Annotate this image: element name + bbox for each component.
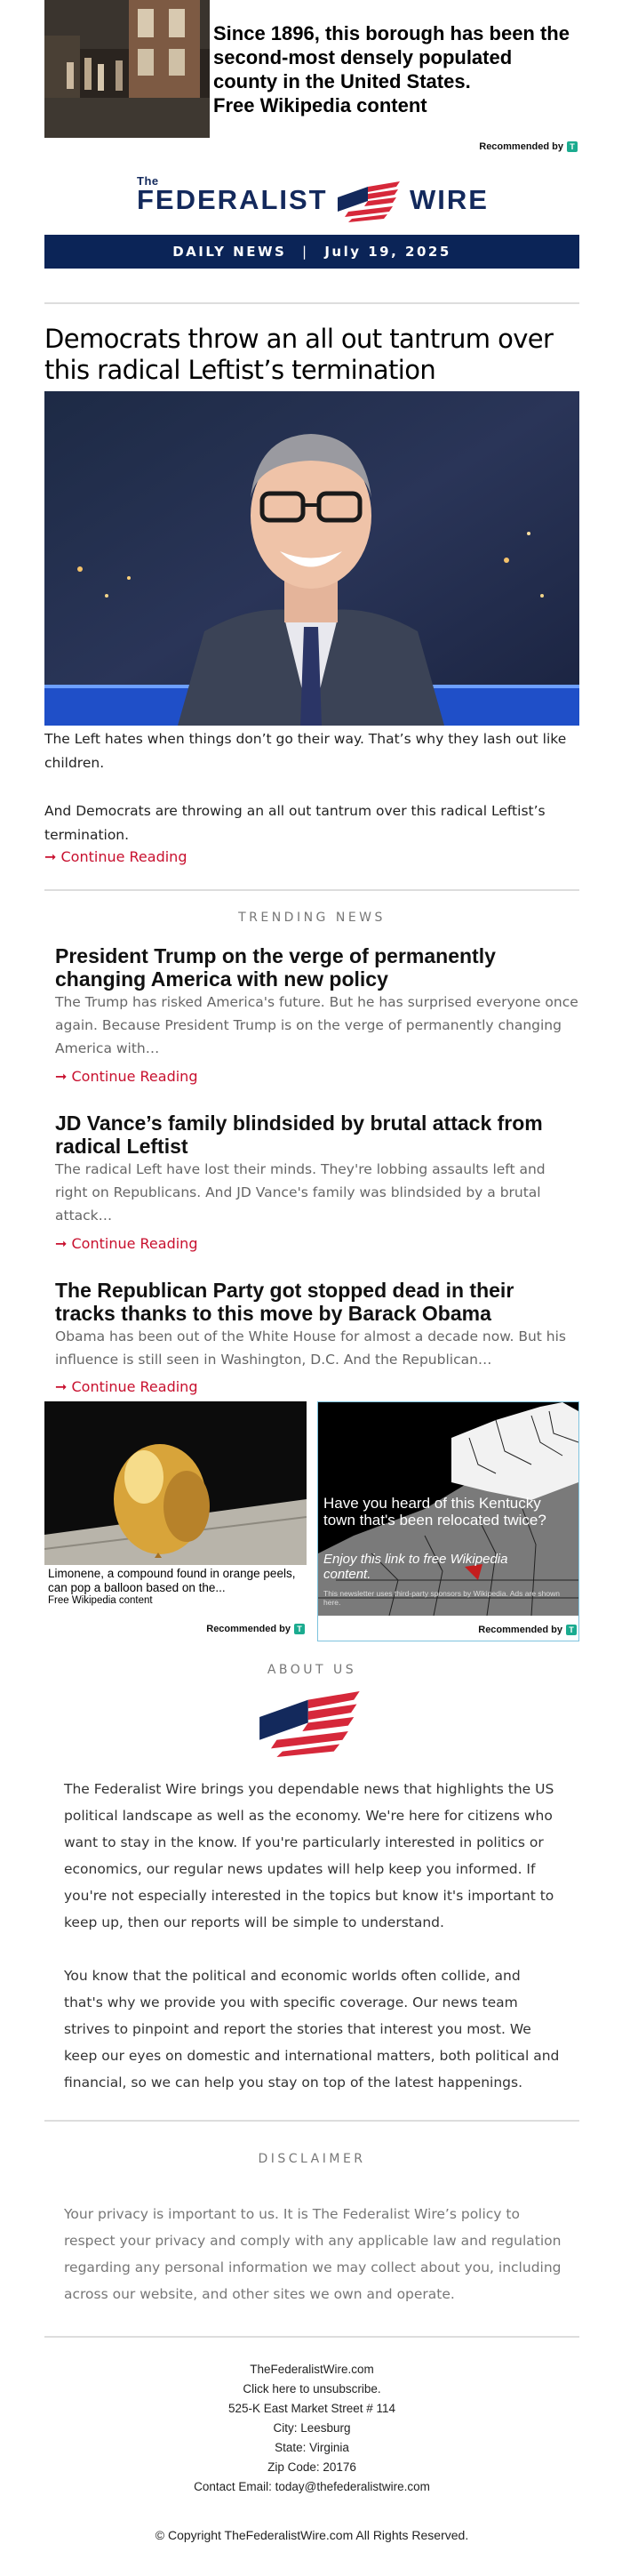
- divider: [44, 2336, 579, 2338]
- trending-2-title[interactable]: JD Vance’s family blindsided by brutal attack from radical Leftist: [55, 1111, 543, 1158]
- logo-federalist-text: FEDERALIST: [137, 184, 328, 215]
- about-paragraph-1: The Federalist Wire brings you dependable news that highlights the US political landscape as well as the economy. We're here for citizens who want to stay in the know. If you're particularly interested in politics or economics, our regular news updates will help keep you informed. If you're not especially interested in the topics but know it's important to keep up, then our reports will be simple to understand.: [64, 1781, 554, 1930]
- trending-1-continue-link[interactable]: ➞ Continue Reading: [55, 1068, 198, 1085]
- trending-1-text: The Trump has risked America's future. But he has surprised everyone once again. Because President Trump is on the verge of permanently changing America with…: [55, 994, 578, 1056]
- about-paragraph-2: You know that the political and economic worlds often collide, and that's why we provide you with specific coverage. Our news team strives to pinpoint and report the stories that interest you most. We keep our eyes on domestic and international matters, both political and financial, so we can help you stay on top of the latest happenings.: [64, 1968, 560, 2090]
- footer-info: [44, 2360, 579, 2497]
- footer-address: 525-K East Market Street # 114: [227, 2402, 396, 2415]
- taboola-icon: T: [567, 141, 578, 152]
- main-article-image[interactable]: [44, 391, 579, 726]
- ad-kentucky-overlay-title[interactable]: Have you heard of this Kentucky town that's been relocated twice?: [323, 1495, 546, 1529]
- taboola-icon: T: [566, 1625, 577, 1635]
- logo-wire-text: WIRE: [410, 184, 489, 215]
- sponsored-ad-limonene[interactable]: [44, 1401, 307, 1641]
- ad-headline[interactable]: [213, 21, 578, 117]
- recommended-by-badge[interactable]: [206, 1624, 305, 1634]
- recommended-by-badge[interactable]: [478, 1625, 577, 1635]
- flag-icon: [338, 181, 402, 222]
- banner-separator: |: [302, 244, 309, 260]
- ad-balloon-image[interactable]: [44, 1401, 307, 1565]
- ad-limonene-source: Free Wikipedia content: [48, 1595, 153, 1606]
- trending-news-label: TRENDING NEWS: [238, 911, 386, 925]
- main-article-title[interactable]: Democrats throw an all out tantrum over this radical Leftist’s termination: [44, 324, 554, 385]
- divider: [44, 889, 579, 891]
- divider: [44, 2120, 579, 2122]
- trending-2-continue-link[interactable]: ➞ Continue Reading: [55, 1235, 198, 1252]
- main-article-paragraph-2: And Democrats are throwing an all out tantrum over this radical Leftist’s termination.: [44, 803, 546, 843]
- trending-3-continue-link[interactable]: ➞ Continue Reading: [55, 1378, 198, 1395]
- ad-limonene-caption[interactable]: Limonene, a compound found in orange peels, can pop a balloon based on the...: [48, 1567, 296, 1594]
- trending-3-title[interactable]: The Republican Party got stopped dead in their tracks thanks to this move by Barack Obama: [55, 1279, 514, 1325]
- ad-kentucky-overlay-fine: This newsletter uses third-party sponsors by Wikipedia. Ads are shown here.: [323, 1589, 560, 1607]
- footer-city: City: Leesburg: [273, 2421, 351, 2435]
- federalist-wire-logo[interactable]: [44, 169, 579, 227]
- disclaimer-label: DISCLAIMER: [258, 2152, 366, 2166]
- recommended-by-badge[interactable]: [479, 141, 578, 152]
- ad-source-text: Free Wikipedia content: [213, 94, 427, 116]
- footer-site-link[interactable]: TheFederalistWire.com: [250, 2363, 374, 2376]
- banner-daily-news: DAILY NEWS: [172, 244, 287, 260]
- daily-news-banner: [44, 235, 579, 269]
- ad-headline-text[interactable]: Since 1896, this borough has been the second-most densely populated county in the United States.: [213, 22, 570, 92]
- footer-zip: Zip Code: 20176: [267, 2460, 356, 2474]
- top-sponsored-ad[interactable]: [44, 0, 579, 152]
- footer-copyright: © Copyright TheFederalistWire.com All Rights Reserved.: [155, 2528, 469, 2542]
- banner-date: July 19, 2025: [324, 244, 451, 260]
- trending-3-text: Obama has been out of the White House for almost a decade now. But his influence is still seen in Washington, D.C. And the Republican…: [55, 1328, 566, 1368]
- about-us-label: ABOUT US: [267, 1663, 357, 1677]
- unsubscribe-link[interactable]: Click here to unsubscribe.: [243, 2382, 381, 2395]
- recommended-by-label: Recommended by: [479, 141, 563, 152]
- footer-state: State: Virginia: [275, 2441, 349, 2454]
- ad-kentucky-overlay-sub: Enjoy this link to free Wikipedia content.: [323, 1552, 508, 1582]
- flag-icon: [258, 1691, 364, 1757]
- footer-contact-email[interactable]: Contact Email: today@thefederalistwire.com: [194, 2480, 430, 2493]
- sponsored-ad-kentucky[interactable]: [317, 1401, 579, 1641]
- taboola-icon: T: [294, 1624, 305, 1634]
- recommended-by-label: Recommended by: [206, 1624, 291, 1634]
- ad-thumbnail-image[interactable]: [44, 0, 210, 138]
- main-article-paragraph-1: The Left hates when things don’t go their way. That’s why they lash out like children.: [44, 731, 567, 771]
- main-continue-reading-link[interactable]: ➞ Continue Reading: [44, 848, 187, 865]
- trending-2-text: The radical Left have lost their minds. They're lobbing assaults left and right on Republicans. And JD Vance's family was blindsided by a brutal attack…: [55, 1161, 546, 1224]
- disclaimer-text: Your privacy is important to us. It is The Federalist Wire’s policy to respect your privacy and comply with any applicable law and regulation regarding any personal information we may collect about you, including across our website, and other sites we own and operate.: [64, 2206, 562, 2302]
- divider: [44, 302, 579, 304]
- trending-1-title[interactable]: President Trump on the verge of permanently changing America with new policy: [55, 944, 496, 991]
- logo-the-text: The: [137, 174, 159, 188]
- recommended-by-label: Recommended by: [478, 1625, 562, 1635]
